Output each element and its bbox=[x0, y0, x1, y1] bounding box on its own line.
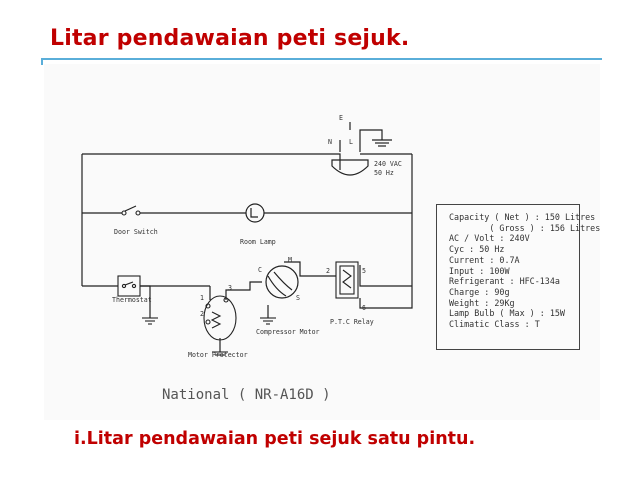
label-neutral: N bbox=[328, 138, 332, 146]
label-supply-voltage: 240 VAC bbox=[374, 160, 402, 168]
slide-title: Litar pendawaian peti sejuk. bbox=[50, 26, 410, 51]
compressor-ground-icon bbox=[260, 318, 276, 324]
label-supply-frequency: 50 Hz bbox=[374, 169, 394, 177]
label-room-lamp: Room Lamp bbox=[240, 238, 276, 246]
wire-relay-top bbox=[360, 265, 412, 286]
label-live: L bbox=[349, 138, 353, 146]
spec-line: Weight : 29Kg bbox=[449, 297, 515, 308]
spec-line: Climatic Class : T bbox=[449, 319, 540, 330]
label-relay-pin-6: 6 bbox=[362, 304, 366, 312]
ground-icon bbox=[360, 130, 392, 146]
label-pin-1: 1 bbox=[200, 294, 204, 302]
wire-top bbox=[82, 154, 340, 170]
label-terminal-s: S bbox=[296, 294, 300, 302]
spec-line: Charge : 90g bbox=[449, 286, 510, 297]
spec-line: AC / Volt : 240V bbox=[449, 233, 530, 244]
model-label: National ( NR-A16D ) bbox=[162, 387, 331, 403]
label-terminal-m: M bbox=[288, 256, 292, 264]
thermostat-icon bbox=[118, 276, 140, 296]
label-terminal-c: C bbox=[258, 266, 262, 274]
label-earth: E bbox=[339, 114, 343, 122]
label-relay-pin-5: 5 bbox=[362, 267, 366, 275]
label-compressor-motor: Compressor Motor bbox=[256, 328, 320, 336]
spec-line: Cyc : 50 Hz bbox=[449, 244, 505, 255]
wire-relay-right bbox=[360, 286, 412, 308]
spec-line: Refrigerant : HFC-134a bbox=[449, 276, 560, 287]
label-ptc-relay: P.T.C Relay bbox=[330, 318, 374, 326]
spec-line: Current : 0.7A bbox=[449, 254, 520, 265]
thermostat-ground-icon bbox=[142, 318, 158, 324]
slide-caption: i.Litar pendawaian peti sejuk satu pintu. bbox=[74, 429, 476, 449]
spec-line: ( Gross ) : 156 Litres bbox=[449, 222, 601, 233]
ptc-relay-icon bbox=[336, 262, 358, 298]
label-pin-3: 3 bbox=[228, 284, 232, 292]
specification-box bbox=[436, 204, 601, 350]
label-door-switch: Door Switch bbox=[114, 228, 158, 236]
door-switch-icon bbox=[122, 206, 140, 215]
label-thermostat: Thermostat bbox=[112, 296, 152, 304]
label-motor-protector: Motor Protector bbox=[188, 351, 248, 359]
wire-m bbox=[284, 262, 318, 276]
compressor-motor-icon bbox=[266, 266, 298, 298]
room-lamp-icon bbox=[246, 204, 264, 222]
spec-line: Capacity ( Net ) : 150 Litres bbox=[449, 212, 596, 222]
spec-line: Lamp Bulb ( Max ) : 15W bbox=[449, 308, 565, 319]
motor-protector-icon bbox=[204, 296, 236, 340]
label-relay-pin-2: 2 bbox=[326, 267, 330, 275]
spec-line: Input : 100W bbox=[449, 265, 510, 276]
label-pin-2: 2 bbox=[200, 310, 204, 318]
